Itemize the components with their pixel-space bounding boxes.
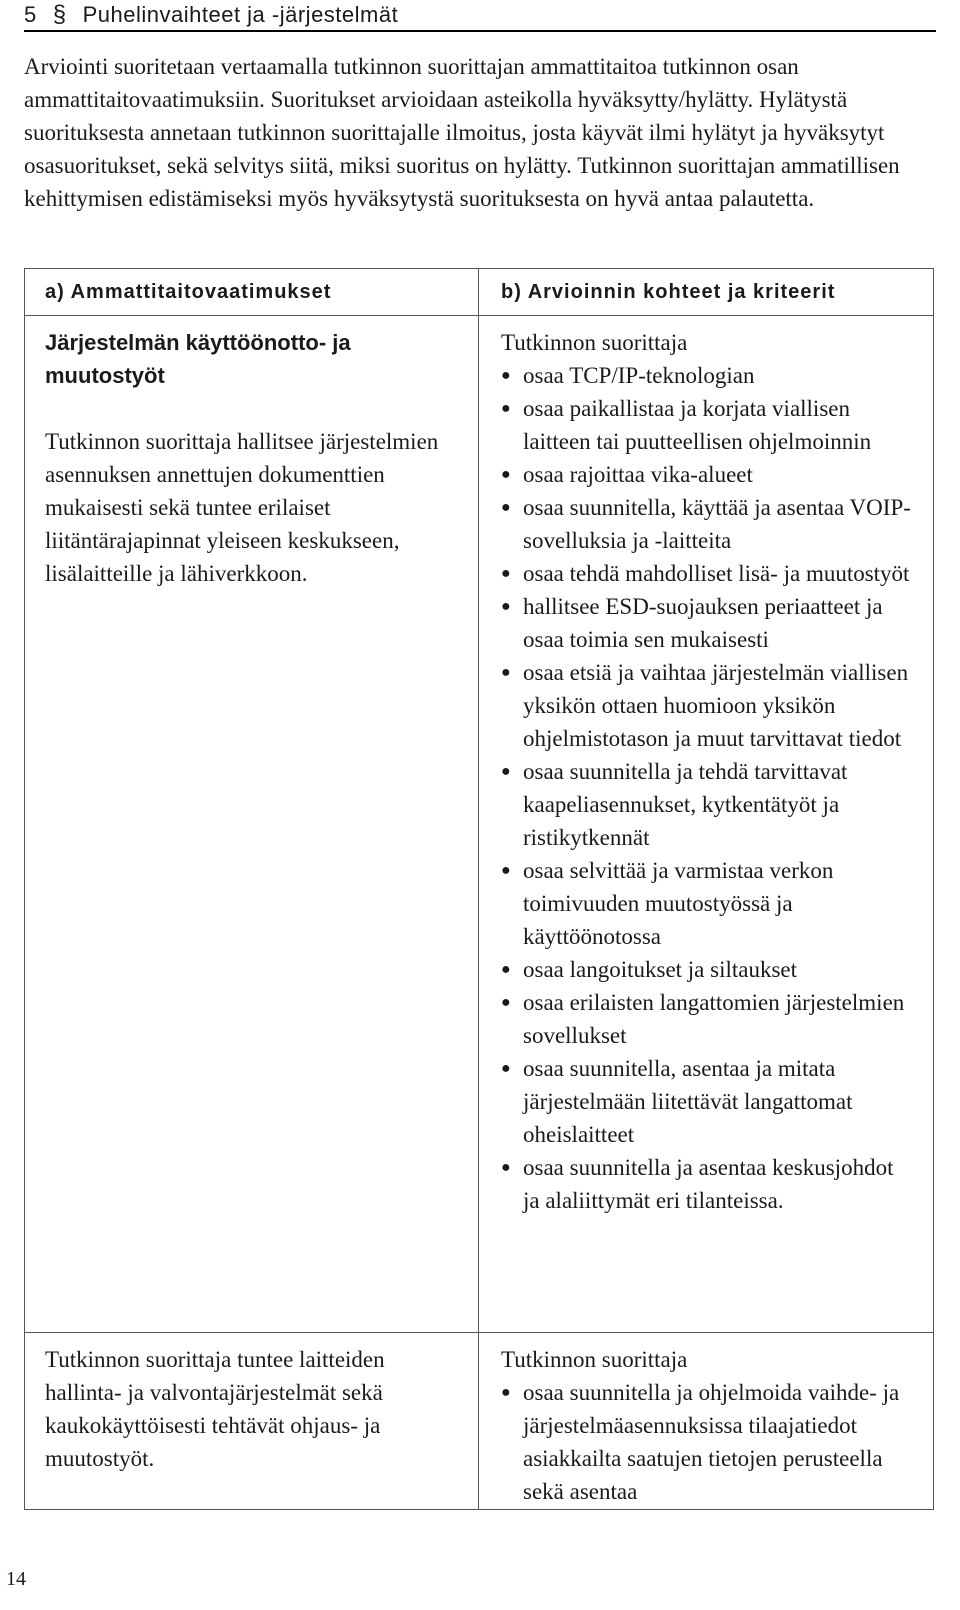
- list-item: [501, 1052, 913, 1151]
- bullet-icon: ●: [501, 565, 511, 582]
- list-item: [501, 491, 913, 557]
- list-item-text: osaa TCP/IP-teknologian: [523, 363, 755, 388]
- column-a-header: a) Ammattitaitovaatimukset: [25, 269, 479, 315]
- bullet-icon: ●: [501, 862, 511, 879]
- list-item-text: osaa selvittää ja varmistaa verkon toimivuuden muutostyössä ja käyttöönotossa: [523, 858, 834, 949]
- list-item: [501, 359, 913, 392]
- bullet-icon: ●: [501, 994, 511, 1011]
- criteria-cell: [479, 1333, 933, 1509]
- list-item-text: osaa erilaisten langattomien järjestelmien sovellukset: [523, 990, 905, 1048]
- criteria-list: [501, 359, 913, 1217]
- table-header-row: [25, 269, 933, 315]
- requirement-heading: Järjestelmän käyttöönotto- ja muutostyöt: [45, 330, 351, 388]
- list-item: [501, 755, 913, 854]
- list-item: [501, 953, 913, 986]
- criteria-cell: [479, 316, 933, 1332]
- bullet-icon: ●: [501, 664, 511, 681]
- list-item: [501, 458, 913, 491]
- list-item-text: osaa langoitukset ja siltaukset: [523, 957, 798, 982]
- list-item: [501, 557, 913, 590]
- bullet-icon: ●: [501, 466, 511, 483]
- criteria-list: [501, 1376, 913, 1508]
- requirement-text: Tutkinnon suorittaja hallitsee järjestelmien asennuksen annettujen dokumenttien mukaisesti sekä tuntee erilaiset liitäntärajapinnat yleiseen keskukseen, lisälaitteille ja lähiverkkoon.: [45, 429, 439, 586]
- page-header: [24, 0, 936, 32]
- bullet-icon: ●: [501, 1384, 511, 1401]
- intro-section: [24, 50, 936, 215]
- page-number: 14: [6, 1568, 26, 1590]
- requirement-cell: [25, 316, 479, 1332]
- list-item: [501, 854, 913, 953]
- bullet-icon: ●: [501, 499, 511, 516]
- list-item-text: hallitsee ESD-suojauksen periaatteet ja osaa toimia sen mukaisesti: [523, 594, 883, 652]
- intro-paragraph: Arviointi suoritetaan vertaamalla tutkinnon suorittajan ammattitaitoa tutkinnon osan ammattitaitovaatimuksiin. Suoritukset arvioidaan asteikolla hyväksytty/hylätty. Hylätystä suorituksesta annetaan tutkinnon suorittajalle ilmoitus, josta käyvät ilmi hylätyt ja hyväksytyt osasuoritukset, sekä selvitys siitä, miksi suoritus on hylätty. Tutkinnon suorittajan ammatillisen kehittymisen edistämiseksi myös hyväksytystä suorituksesta on hyvä antaa palautetta.: [24, 54, 900, 211]
- bullet-icon: ●: [501, 1159, 511, 1176]
- bullet-icon: ●: [501, 400, 511, 417]
- section-title: Puhelinvaihteet ja -järjestelmät: [82, 2, 399, 27]
- list-item-text: osaa suunnitella ja tehdä tarvittavat kaapeliasennukset, kytkentätyöt ja ristikytkennät: [523, 759, 848, 850]
- table-row: [25, 1332, 933, 1509]
- list-item-text: osaa rajoittaa vika-alueet: [523, 462, 753, 487]
- bullet-icon: ●: [501, 763, 511, 780]
- list-item-text: osaa suunnitella ja asentaa keskusjohdot ja alaliittymät eri tilanteissa.: [523, 1155, 894, 1213]
- list-item: [501, 590, 913, 656]
- criteria-intro: Tutkinnon suorittaja: [501, 330, 688, 355]
- list-item-text: osaa paikallistaa ja korjata viallisen laitteen tai puutteellisen ohjelmoinnin: [523, 396, 872, 454]
- table-row: [25, 315, 933, 1332]
- column-b-header: b) Arvioinnin kohteet ja kriteerit: [501, 280, 836, 303]
- list-item: [501, 1376, 913, 1508]
- bullet-icon: ●: [501, 367, 511, 384]
- list-item-text: osaa suunnitella, asentaa ja mitata järjestelmään liitettävät langattomat oheislaitteet: [523, 1056, 853, 1147]
- bullet-icon: ●: [501, 1060, 511, 1077]
- section-symbol: §: [52, 1, 67, 28]
- requirement-cell: [25, 1333, 479, 1509]
- bullet-icon: ●: [501, 961, 511, 978]
- list-item: [501, 1151, 913, 1217]
- list-item-text: osaa suunnitella ja ohjelmoida vaihde- ja järjestelmäasennuksissa tilaajatiedot asiakkailta saatujen tietojen perusteella sekä asentaa: [523, 1380, 900, 1504]
- list-item-text: osaa tehdä mahdolliset lisä- ja muutostyöt: [523, 561, 910, 586]
- list-item: [501, 392, 913, 458]
- requirement-text: Tutkinnon suorittaja tuntee laitteiden hallinta- ja valvontajärjestelmät sekä kaukokäyttöisesti tehtävät ohjaus- ja muutostyöt.: [45, 1347, 385, 1471]
- bullet-icon: ●: [501, 598, 511, 615]
- criteria-table: [24, 268, 934, 1510]
- section-number: 5: [24, 2, 37, 27]
- list-item-text: osaa etsiä ja vaihtaa järjestelmän viallisen yksikön ottaen huomioon yksikön ohjelmistotason ja muut tarvittavat tiedot: [523, 660, 909, 751]
- list-item-text: osaa suunnitella, käyttää ja asentaa VOIP-sovelluksia ja -laitteita: [523, 495, 911, 553]
- list-item: [501, 986, 913, 1052]
- list-item: [501, 656, 913, 755]
- criteria-intro: Tutkinnon suorittaja: [501, 1347, 688, 1372]
